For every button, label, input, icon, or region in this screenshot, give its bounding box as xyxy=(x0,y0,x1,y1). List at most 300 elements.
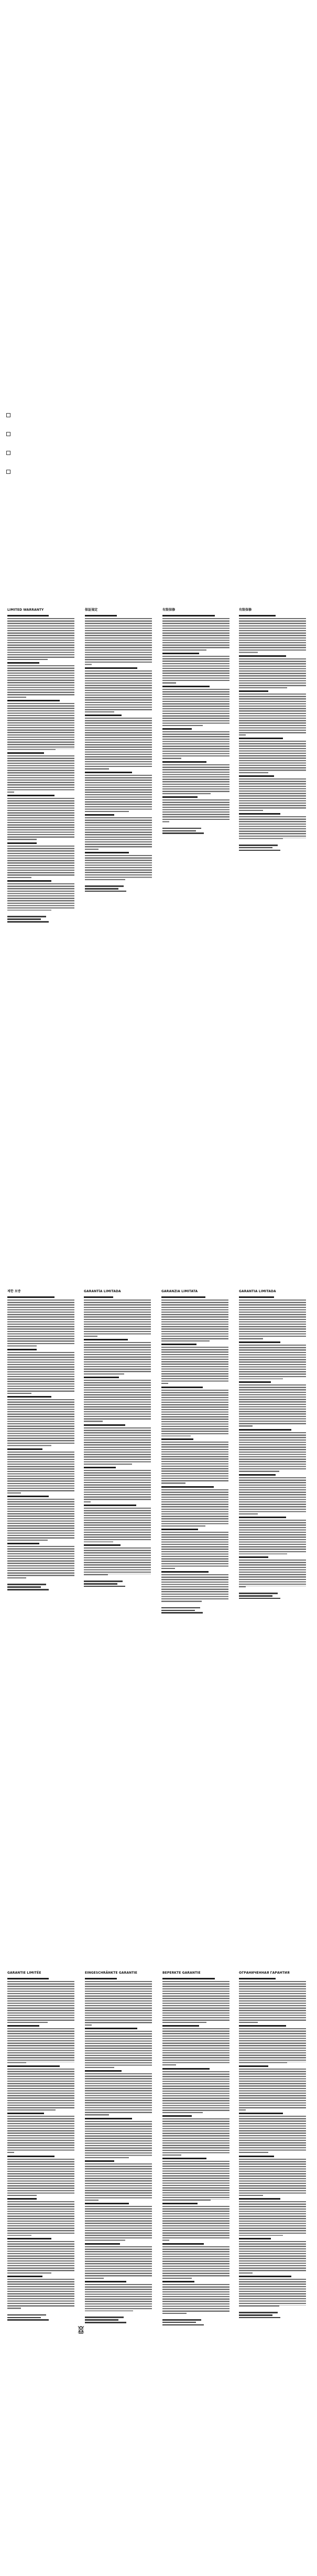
subheading xyxy=(85,852,129,853)
paragraph-last-line-end xyxy=(185,1482,228,1484)
paragraph-last-line-end xyxy=(210,1340,228,1341)
subheading xyxy=(161,1438,193,1440)
column-heading: 有限保修 xyxy=(239,608,252,612)
paragraph-last-line-end xyxy=(14,792,74,793)
subheading xyxy=(85,2203,129,2204)
subheading xyxy=(162,796,198,798)
subheading xyxy=(85,2160,114,2162)
paragraph-last-line-end xyxy=(14,2152,74,2153)
paragraph-last-line-end xyxy=(203,2112,229,2113)
paragraph-last-line-end xyxy=(206,650,229,651)
paragraph-last-line-end xyxy=(103,1421,151,1422)
company-address-block xyxy=(161,1607,228,1614)
paragraph xyxy=(161,1442,228,1484)
subheading xyxy=(7,2198,37,2200)
company-address-block xyxy=(239,1593,306,1599)
address-line xyxy=(162,830,196,832)
paragraph-last-line-end xyxy=(37,839,74,840)
paragraph-last-line-end xyxy=(37,1345,74,1346)
paragraph xyxy=(162,731,229,759)
warranty-column-english xyxy=(7,608,74,924)
company-address-block xyxy=(239,2312,306,2318)
paragraph xyxy=(239,2028,306,2063)
checkbox xyxy=(6,470,10,474)
column-heading: LIMITED WARRANTY xyxy=(7,608,44,612)
subheading xyxy=(85,814,114,816)
paragraph-last-line-end xyxy=(99,849,152,850)
warranty-column-chinese-simplified xyxy=(239,608,306,852)
subheading xyxy=(84,1377,119,1378)
subheading xyxy=(7,1496,49,1497)
paragraph xyxy=(239,1345,306,1380)
subheading xyxy=(7,615,49,616)
paragraph-last-line-end xyxy=(253,2272,306,2274)
paragraph xyxy=(162,2071,229,2113)
paragraph xyxy=(162,2118,229,2156)
subheading xyxy=(162,2158,206,2159)
company-address-block xyxy=(7,2314,74,2321)
paragraph-last-line-end xyxy=(211,2200,229,2201)
paragraph-last-line-end xyxy=(287,1553,306,1554)
paragraph xyxy=(85,1981,152,2026)
subheading xyxy=(7,752,44,754)
subheading xyxy=(161,1387,203,1388)
address-line xyxy=(162,2324,204,2326)
paragraph-last-line-end xyxy=(114,711,152,712)
paragraph xyxy=(239,2279,306,2307)
paragraph xyxy=(162,656,229,684)
paragraph xyxy=(84,1547,151,1575)
subheading xyxy=(85,2028,137,2029)
address-line xyxy=(84,1581,123,1582)
subheading xyxy=(239,1474,276,1476)
paragraph-last-line-end xyxy=(258,2022,306,2023)
paragraph-last-line-end xyxy=(104,2277,152,2278)
subheading xyxy=(239,2065,268,2067)
paragraph xyxy=(7,1546,74,1578)
subheading xyxy=(7,2025,39,2027)
subheading xyxy=(161,1529,198,1530)
paragraph-last-line-end xyxy=(124,1373,151,1374)
subheading xyxy=(239,655,286,657)
paragraph-last-line-end xyxy=(263,810,306,811)
subheading xyxy=(239,775,274,777)
subheading xyxy=(7,1349,37,1350)
paragraph xyxy=(161,1300,228,1341)
paragraph-last-line-end xyxy=(263,2194,306,2195)
paragraph xyxy=(7,755,74,793)
paragraph xyxy=(7,1399,74,1446)
subheading xyxy=(239,1517,286,1518)
paragraph-last-line-end xyxy=(253,1425,306,1426)
address-line xyxy=(239,1598,280,1599)
paragraph-last-line-end xyxy=(97,1336,151,1337)
paragraph-last-line-end xyxy=(192,2277,229,2278)
subheading xyxy=(84,1296,113,1298)
paragraph-last-line-end xyxy=(129,2157,152,2158)
paragraph-last-line-end xyxy=(246,1586,306,1587)
warranty-column-chinese-traditional xyxy=(162,608,229,835)
paragraph-last-line-end xyxy=(48,1540,74,1541)
address-line xyxy=(161,1607,200,1609)
column-heading: GARANTÍA LIMITADA xyxy=(84,1290,121,1293)
address-line xyxy=(239,2317,280,2319)
subheading xyxy=(7,795,54,796)
paragraph xyxy=(239,1981,306,2023)
subheading xyxy=(161,1571,209,1573)
paragraph-last-line-end xyxy=(268,2152,306,2153)
subheading xyxy=(239,1978,276,1979)
paragraph-last-line-end xyxy=(187,2313,229,2314)
paragraph-last-line-end xyxy=(283,1378,306,1379)
paragraph-last-line-end xyxy=(181,757,229,759)
subheading xyxy=(239,2113,283,2114)
address-line xyxy=(7,916,46,917)
subheading xyxy=(161,1344,196,1345)
warranty-column-russian xyxy=(239,1971,306,2319)
address-line xyxy=(161,1610,195,1611)
address-line xyxy=(7,1584,46,1585)
paragraph-last-line-end xyxy=(169,821,229,822)
paragraph xyxy=(239,2116,306,2153)
subheading xyxy=(162,2203,198,2204)
subheading xyxy=(84,1339,128,1340)
paragraph xyxy=(7,798,74,840)
warranty-column-dutch xyxy=(162,1971,229,2326)
subheading xyxy=(162,761,206,763)
paragraph xyxy=(7,2028,74,2063)
address-line xyxy=(239,2314,272,2316)
warranty-column-korean xyxy=(7,1290,74,1592)
paragraph-last-line-end xyxy=(125,879,152,880)
paragraph-last-line-end xyxy=(129,811,152,812)
subheading xyxy=(7,1978,49,1979)
subheading xyxy=(162,2068,210,2070)
address-line xyxy=(239,847,272,849)
subheading xyxy=(85,2243,120,2245)
company-address-block xyxy=(85,2317,152,2323)
subheading xyxy=(239,1296,274,1298)
address-line xyxy=(85,2317,124,2318)
address-line xyxy=(161,1612,203,1614)
column-heading: GARANTIA LIMITADA xyxy=(239,1290,276,1293)
subheading xyxy=(7,2065,60,2067)
paragraph-last-line-end xyxy=(279,2306,306,2307)
paragraph-last-line-end xyxy=(51,1445,74,1446)
paragraph xyxy=(239,694,306,735)
subheading xyxy=(239,1556,268,1558)
paragraph-last-line-end xyxy=(48,659,74,660)
paragraph xyxy=(85,670,152,712)
subheading xyxy=(7,2238,51,2239)
paragraph xyxy=(161,1532,228,1569)
paragraph-last-line-end xyxy=(191,1435,228,1436)
company-address-block xyxy=(84,1581,151,1587)
paragraph-last-line-end xyxy=(283,2235,306,2236)
paragraph xyxy=(161,1347,228,1384)
subheading xyxy=(85,615,117,616)
paragraph-last-line-end xyxy=(56,2109,74,2110)
paragraph-last-line-end xyxy=(26,697,74,698)
paragraph xyxy=(7,2116,74,2153)
company-address-block xyxy=(85,885,152,892)
paragraph xyxy=(85,618,152,665)
address-line xyxy=(239,2312,278,2313)
paragraph xyxy=(85,775,152,812)
paragraph xyxy=(7,703,74,750)
paragraph xyxy=(162,1981,229,2023)
company-address-block xyxy=(162,2319,229,2325)
subheading xyxy=(7,1448,42,1450)
address-line xyxy=(85,2322,126,2323)
paragraph-last-line-end xyxy=(125,2239,152,2241)
paragraph xyxy=(7,1300,74,1347)
paragraph-last-line-end xyxy=(91,1501,151,1502)
subheading xyxy=(162,2115,192,2117)
paragraph xyxy=(162,618,229,651)
address-line xyxy=(85,2319,118,2321)
paragraph xyxy=(162,2161,229,2201)
subheading xyxy=(7,2113,44,2114)
paragraph xyxy=(161,1574,228,1602)
paragraph-last-line-end xyxy=(26,1577,74,1578)
subheading xyxy=(239,2238,271,2239)
paragraph xyxy=(161,1489,228,1527)
paragraph xyxy=(84,1470,151,1502)
paragraph xyxy=(7,2159,74,2196)
paragraph xyxy=(239,2241,306,2274)
address-line xyxy=(239,1593,278,1594)
address-line xyxy=(162,832,204,834)
subheading xyxy=(239,2276,291,2277)
paragraph xyxy=(162,764,229,794)
subheading xyxy=(85,1978,117,1979)
checkbox xyxy=(6,451,10,455)
paragraph-last-line-end xyxy=(31,1393,74,1394)
subheading xyxy=(162,2281,194,2282)
subheading xyxy=(7,842,37,844)
subheading xyxy=(162,686,210,687)
paragraph-last-line-end xyxy=(246,2109,306,2110)
paragraph xyxy=(162,799,229,822)
column-heading: BEPERKTE GARANTIE xyxy=(162,1971,201,1975)
subheading xyxy=(239,738,283,739)
paragraph xyxy=(7,2241,74,2274)
paragraph xyxy=(239,1384,306,1426)
column-heading: 제한 보증 xyxy=(7,1290,21,1293)
subheading xyxy=(7,1396,51,1398)
crossed-out-bin-icon xyxy=(78,2325,84,2334)
paragraph xyxy=(7,846,74,878)
paragraph-last-line-end xyxy=(51,2272,74,2274)
paragraph xyxy=(84,1380,151,1422)
paragraph-last-line-end xyxy=(31,2235,74,2236)
subheading xyxy=(85,715,122,716)
paragraph-last-line-end xyxy=(279,1470,306,1471)
address-line xyxy=(7,918,41,920)
paragraph xyxy=(85,2121,152,2158)
warranty-column-french xyxy=(7,1971,74,2322)
paragraph-last-line-end xyxy=(31,876,74,878)
address-line xyxy=(162,2319,201,2321)
paragraph xyxy=(239,1432,306,1472)
paragraph xyxy=(84,1508,151,1543)
warranty-column-italian xyxy=(161,1290,228,1615)
column-heading: 有限保修 xyxy=(162,608,176,612)
paragraph-last-line-end xyxy=(175,1568,228,1569)
address-line xyxy=(7,1586,41,1588)
paragraph-last-line-end xyxy=(205,1525,228,1526)
paragraph xyxy=(239,2201,306,2236)
subheading xyxy=(239,2025,286,2027)
paragraph-last-line-end xyxy=(258,652,306,653)
paragraph-last-line-end xyxy=(181,2155,229,2156)
paragraph-last-line-end xyxy=(114,2067,152,2068)
paragraph xyxy=(239,1560,306,1587)
subheading xyxy=(239,2156,274,2157)
paragraph-last-line-end xyxy=(48,2022,74,2023)
paragraph xyxy=(161,1390,228,1437)
address-line xyxy=(162,2322,196,2323)
company-address-block xyxy=(162,828,229,834)
paragraph xyxy=(84,1300,151,1337)
paragraph xyxy=(7,665,74,698)
warranty-column-portuguese xyxy=(239,1290,306,1600)
paragraph-last-line-end xyxy=(56,749,74,750)
subheading xyxy=(162,728,192,730)
paragraph-last-line-end xyxy=(206,2022,229,2023)
subheading xyxy=(161,1296,205,1298)
paragraph-last-line-end xyxy=(168,1383,228,1384)
paragraph-last-line-end xyxy=(203,725,229,726)
paragraph xyxy=(84,1342,151,1374)
address-line xyxy=(239,845,278,846)
paragraph-last-line-end xyxy=(113,1541,151,1542)
paragraph-last-line-end xyxy=(133,2310,152,2311)
subheading xyxy=(239,2198,280,2200)
address-line xyxy=(7,2314,46,2316)
paragraph-last-line-end xyxy=(92,664,152,665)
paragraph-last-line-end xyxy=(176,2064,229,2065)
address-line xyxy=(239,850,280,851)
address-line xyxy=(85,891,126,892)
address-line xyxy=(7,921,49,923)
paragraph xyxy=(239,1300,306,1339)
subheading xyxy=(239,813,280,815)
paragraph-last-line-end xyxy=(202,1600,228,1601)
paragraph-last-line-end xyxy=(263,1338,306,1339)
paragraph-last-line-end xyxy=(26,2062,74,2063)
paragraph-last-line-end xyxy=(132,1463,151,1464)
paragraph-last-line-end xyxy=(51,910,74,911)
address-line xyxy=(85,888,118,890)
warranty-column-german xyxy=(85,1971,152,2324)
subheading xyxy=(7,1543,39,1544)
subheading xyxy=(85,772,132,773)
company-address-block xyxy=(239,845,306,851)
paragraph xyxy=(239,816,306,839)
subheading xyxy=(85,2070,122,2072)
paragraph xyxy=(239,741,306,773)
paragraph-last-line-end xyxy=(108,1574,151,1575)
paragraph-last-line-end xyxy=(169,2239,229,2241)
subheading xyxy=(7,2156,54,2157)
subheading xyxy=(84,1467,116,1468)
paragraph-last-line-end xyxy=(109,2114,152,2115)
paragraph-last-line-end xyxy=(37,2194,74,2195)
paragraph xyxy=(7,1452,74,1493)
address-line xyxy=(85,885,124,887)
subheading xyxy=(7,662,39,664)
address-line xyxy=(7,2319,49,2321)
paragraph-last-line-end xyxy=(258,1513,306,1514)
paragraph-last-line-end xyxy=(21,1492,74,1493)
subheading xyxy=(85,667,137,669)
subheading xyxy=(239,1341,280,1343)
company-address-block xyxy=(7,916,74,922)
column-heading: GARANTIE LIMITÉE xyxy=(7,1971,41,1975)
subheading xyxy=(162,615,215,616)
paragraph xyxy=(85,817,152,850)
paragraph xyxy=(162,2028,229,2065)
paragraph xyxy=(7,2279,74,2309)
paragraph xyxy=(85,2284,152,2312)
address-line xyxy=(84,1583,117,1585)
subheading xyxy=(7,880,51,882)
subheading xyxy=(239,1381,271,1383)
paragraph-last-line-end xyxy=(109,768,152,769)
address-line xyxy=(239,1595,272,1597)
paragraph-last-line-end xyxy=(99,2200,152,2201)
subheading xyxy=(162,653,199,654)
paragraph xyxy=(239,2069,306,2110)
paragraph xyxy=(7,1352,74,1394)
subheading xyxy=(85,2281,126,2282)
address-line xyxy=(7,1589,49,1590)
paragraph xyxy=(85,2031,152,2068)
subheading xyxy=(7,2276,42,2277)
subheading xyxy=(239,690,268,692)
address-line xyxy=(7,2317,41,2319)
subheading xyxy=(162,2025,199,2027)
paragraph-last-line-end xyxy=(268,772,306,773)
subheading xyxy=(239,1429,291,1431)
subheading xyxy=(162,1978,215,1979)
subheading xyxy=(7,700,60,701)
paragraph-last-line-end xyxy=(211,793,229,794)
column-heading: EINGESCHRÄNKTE GARANTIE xyxy=(85,1971,137,1975)
paragraph xyxy=(239,778,306,811)
paragraph xyxy=(162,689,229,726)
checkbox xyxy=(6,432,10,436)
paragraph xyxy=(239,658,306,688)
paragraph xyxy=(239,1520,306,1555)
paragraph xyxy=(85,2163,152,2201)
paragraph xyxy=(7,1981,74,2023)
subheading xyxy=(7,1296,54,1298)
paragraph xyxy=(162,2284,229,2314)
paragraph-last-line-end xyxy=(21,2308,74,2309)
paragraph xyxy=(85,855,152,880)
paragraph-last-line-end xyxy=(283,838,306,839)
address-line xyxy=(162,828,201,829)
paragraph xyxy=(7,1499,74,1541)
subheading xyxy=(84,1544,121,1546)
paragraph xyxy=(7,618,74,660)
subheading xyxy=(162,2243,204,2245)
column-heading: ОГРАНИЧЕННАЯ ГАРАНТИЯ xyxy=(239,1971,290,1975)
company-address-block xyxy=(7,1584,74,1590)
